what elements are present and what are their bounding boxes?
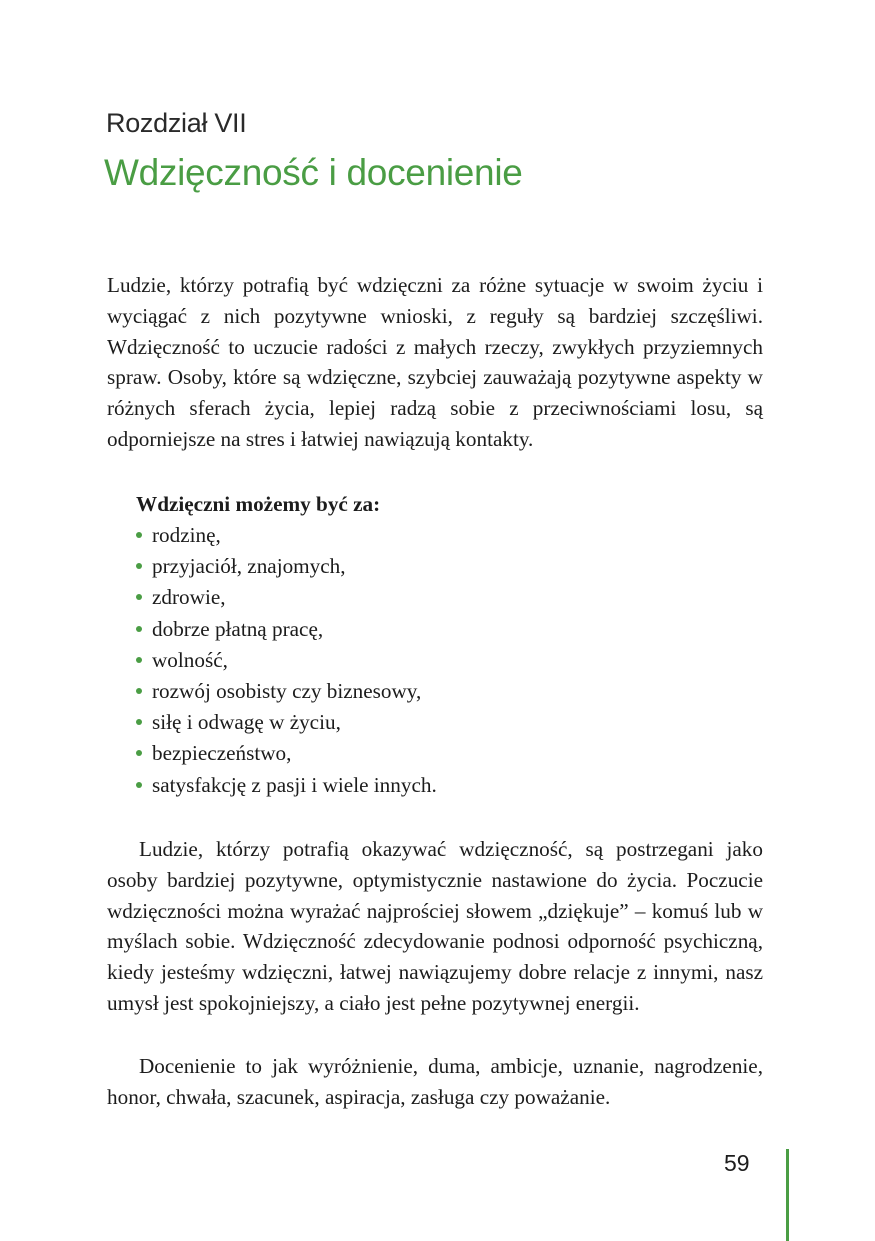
bullet-icon bbox=[136, 657, 142, 663]
list-item: siłę i odwagę w życiu, bbox=[136, 707, 756, 738]
gratitude-list bbox=[136, 489, 756, 801]
list-item: dobrze płatną pracę, bbox=[136, 614, 756, 645]
bullet-icon bbox=[136, 688, 142, 694]
bullet-icon bbox=[136, 563, 142, 569]
page-number: 59 bbox=[724, 1150, 750, 1176]
intro-paragraph: Ludzie, którzy potrafią być wdzięczni za różne sytuacje w swoim życiu i wyciągać z nich pozytywne wnioski, z reguły są bardziej szczęśliwi. Wdzięczność to uczucie radości z małych rzeczy, zwykłych przyziemnych spraw. Osoby, które są wdzięczne, szybciej zauważają pozytywne aspekty w różnych sferach życia, lepiej radzą sobie z przeciwnościami losu, są odporniejsze na stres i łatwiej nawiązują kontakty. bbox=[107, 273, 763, 451]
chapter-title: Wdzięczność i docenienie bbox=[104, 152, 523, 193]
bullet-icon bbox=[136, 719, 142, 725]
list-item: wolność, bbox=[136, 645, 756, 676]
list-item: przyjaciół, znajomych, bbox=[136, 551, 756, 582]
bullet-icon bbox=[136, 750, 142, 756]
chapter-label: Rozdział VII bbox=[106, 108, 247, 138]
bullet-icon bbox=[136, 626, 142, 632]
list-item: bezpieczeństwo, bbox=[136, 738, 756, 769]
list-heading: Wdzięczni możemy być za: bbox=[136, 492, 381, 516]
list-item: zdrowie, bbox=[136, 582, 756, 613]
bullet-icon bbox=[136, 782, 142, 788]
bullet-list bbox=[136, 520, 756, 801]
list-item: satysfakcję z pasji i wiele innych. bbox=[136, 770, 756, 801]
margin-accent-bar bbox=[786, 1149, 789, 1241]
appreciation-paragraph: Docenienie to jak wyróżnienie, duma, ambicje, uznanie, nagrodzenie, honor, chwała, szacunek, aspiracja, zasługa czy poważanie. bbox=[107, 1054, 763, 1109]
gratitude-paragraph: Ludzie, którzy potrafią okazywać wdzięczność, są postrzegani jako osoby bardziej pozytywne, optymistycznie nastawione do życia. Poczucie wdzięczności można wyrażać najprościej słowem „dziękuje” – komuś lub w myślach sobie. Wdzięczność zdecydowanie podnosi odporność psychiczną, kiedy jesteśmy wdzięczni, łatwej nawiązujemy dobre relacje z innymi, nasz umysł jest spokojniejszy, a ciało jest pełne pozytywnej energii. bbox=[107, 837, 763, 1015]
list-item: rozwój osobisty czy biznesowy, bbox=[136, 676, 756, 707]
bullet-icon bbox=[136, 532, 142, 538]
bullet-icon bbox=[136, 594, 142, 600]
list-item: rodzinę, bbox=[136, 520, 756, 551]
